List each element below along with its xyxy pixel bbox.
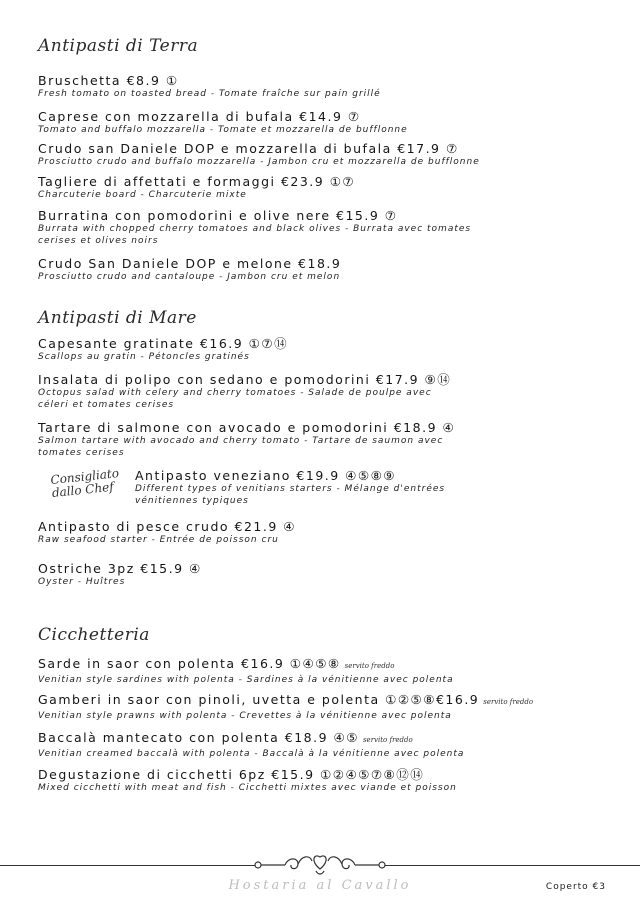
- item-name: Insalata di polipo con sedano e pomodorini €17.9 ⑨⑭: [38, 372, 452, 387]
- item-name: Crudo san Daniele DOP e mozzarella di bufala €17.9 ⑦: [38, 141, 459, 156]
- item-description: Mixed cicchetti with meat and fish - Cicchetti mixtes avec viande et poisson: [38, 783, 457, 793]
- chef-recommendation-badge: Consigliato dallo Chef: [49, 466, 120, 501]
- footer-divider-right: [385, 865, 640, 866]
- serving-note: servito freddo: [362, 736, 413, 744]
- serving-note: servito freddo: [344, 662, 395, 670]
- item-name: Bruschetta €8.9 ①: [38, 73, 179, 88]
- menu-item: [38, 141, 610, 168]
- item-description-cont: cerises et olives noirs: [38, 236, 159, 246]
- item-name: Ostriche 3pz €15.9 ④: [38, 561, 202, 576]
- item-name: Crudo San Daniele DOP e melone €18.9: [38, 256, 342, 271]
- cover-charge: Coperto €3: [545, 882, 606, 892]
- item-description: Burrata with chopped cherry tomatoes and black olives - Burrata avec tomates: [38, 224, 472, 234]
- item-description: Scallops au gratin - Pétoncles gratinés: [38, 352, 250, 362]
- item-name: Tagliere di affettati e formaggi €23.9 ①⑦: [38, 174, 356, 189]
- menu-item: [38, 561, 610, 588]
- menu-item: [38, 519, 610, 546]
- item-description: Venitian style sardines with polenta - Sardines à la vénitienne avec polenta: [38, 675, 454, 685]
- section-title-antipasti-mare: Antipasti di Mare: [38, 308, 197, 328]
- item-name: Burratina con pomodorini e olive nere €15.9 ⑦: [38, 208, 398, 223]
- menu-item: [38, 208, 610, 247]
- menu-item: [38, 767, 610, 794]
- item-description: Venitian creamed baccalà with polenta - Baccalà à la vénitienne avec polenta: [38, 749, 465, 759]
- menu-item: [38, 656, 610, 686]
- item-name-text: Sarde in saor con polenta €16.9 ①④⑤⑧: [38, 656, 341, 671]
- menu-item: [38, 692, 610, 722]
- item-description: Venitian style prawns with polenta - Crevettes à la vénitienne avec polenta: [38, 711, 452, 721]
- menu-item: [38, 336, 610, 363]
- item-description-cont: tomates cerises: [38, 448, 125, 458]
- item-description: Octopus salad with celery and cherry tomatoes - Salade de poulpe avec: [38, 388, 432, 398]
- item-name: [38, 656, 610, 674]
- item-description: Fresh tomato on toasted bread - Tomate fraîche sur pain grillé: [38, 89, 381, 99]
- item-name: Capesante gratinate €16.9 ①⑦⑭: [38, 336, 289, 351]
- item-description-cont: céleri et tomates cerises: [38, 400, 175, 410]
- item-description: Oyster - Huîtres: [38, 577, 126, 587]
- menu-item: [38, 174, 610, 201]
- menu-item: [38, 73, 610, 100]
- item-name: Tartare di salmone con avocado e pomodorini €18.9 ④: [38, 420, 456, 435]
- item-description: Tomato and buffalo mozzarella - Tomate et mozzarella de bufflonne: [38, 125, 408, 135]
- section-title-cicchetteria: Cicchetteria: [38, 625, 150, 645]
- item-description: Raw seafood starter - Entrée de poisson cru: [38, 535, 279, 545]
- ornament-icon: [250, 851, 390, 879]
- item-name-text: Gamberi in saor con pinoli, uvetta e polenta ①②⑤⑧€16.9: [38, 692, 480, 707]
- item-description: Prosciutto crudo and cantaloupe - Jambon cru et melon: [38, 272, 341, 282]
- footer-divider-left: [0, 865, 255, 866]
- item-name: Caprese con mozzarella di bufala €14.9 ⑦: [38, 109, 361, 124]
- menu-item: [135, 468, 610, 507]
- item-name-text: Baccalà mantecato con polenta €18.9 ④⑤: [38, 730, 359, 745]
- menu-item: [38, 256, 610, 283]
- item-name: [38, 730, 610, 748]
- item-description: Different types of venitians starters - Mélange d'entrées: [135, 484, 446, 494]
- menu-item: [38, 109, 610, 136]
- item-description-cont: vénitiennes typiques: [135, 496, 249, 506]
- item-description: Charcuterie board - Charcuterie mixte: [38, 190, 247, 200]
- item-description: Salmon tartare with avocado and cherry tomato - Tartare de saumon avec: [38, 436, 444, 446]
- item-name: [38, 692, 610, 710]
- serving-note: servito freddo: [483, 698, 534, 706]
- item-name: Antipasto veneziano €19.9 ④⑤⑧⑨: [135, 468, 396, 483]
- menu-item: [38, 420, 610, 459]
- menu-item: [38, 372, 610, 411]
- item-description: Prosciutto crudo and buffalo mozzarella - Jambon cru et mozzarella de bufflonne: [38, 157, 480, 167]
- restaurant-brand: Hostaria al Cavallo: [228, 878, 412, 893]
- menu-item: [38, 730, 610, 760]
- section-title-antipasti-terra: Antipasti di Terra: [38, 36, 199, 56]
- item-name: Degustazione di cicchetti 6pz €15.9 ①②④⑤⑦⑧⑫⑭: [38, 767, 425, 782]
- item-name: Antipasto di pesce crudo €21.9 ④: [38, 519, 296, 534]
